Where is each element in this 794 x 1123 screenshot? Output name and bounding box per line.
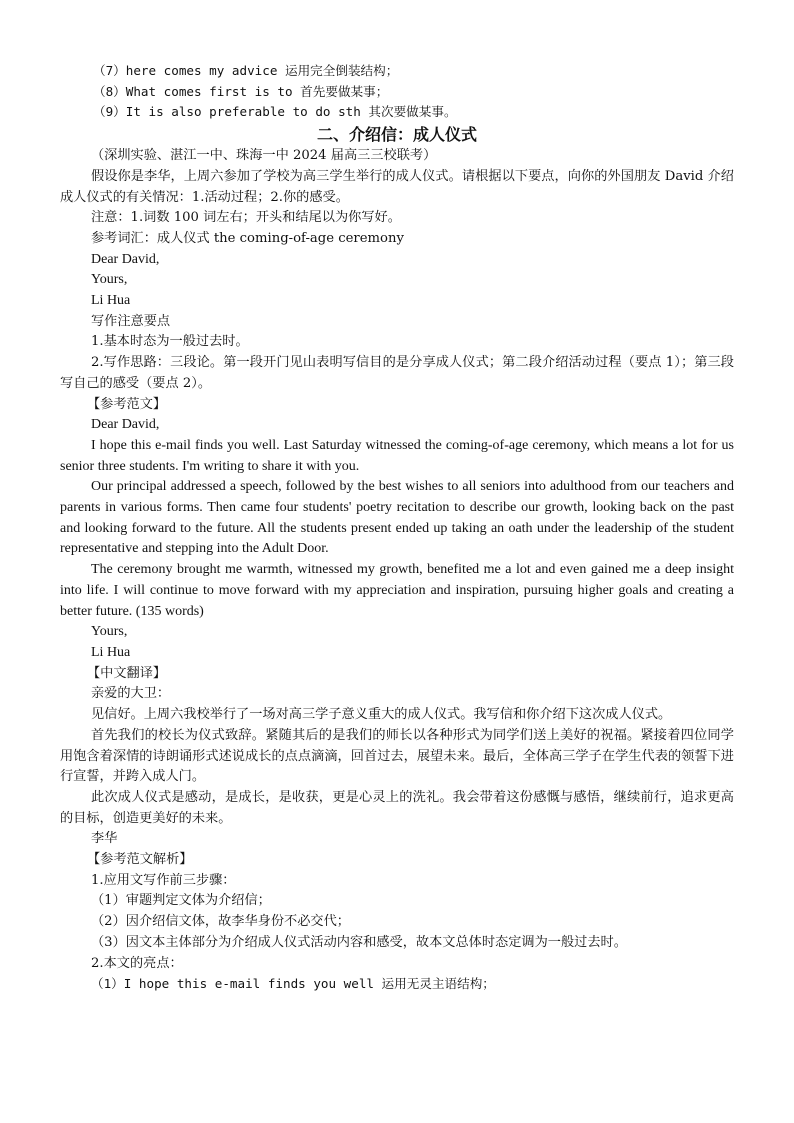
analysis-item: （2）因介绍信文体，故李华身份不必交代； [91,914,350,930]
translation-heading: 【中文翻译】 [87,665,167,681]
list-item: （9）It is also preferable to do sth 其次要做某事。 [93,104,457,120]
analysis-point: 2.本文的亮点： [91,955,183,971]
sample-closing: Yours, [91,624,128,640]
tip-item: 2.写作思路：三段论。第一段开门见山表明写信目的是分享成人仪式；第二段介绍活动过程（要点 1）；第三段写自己的感受（要点 2）。 [60,355,734,391]
section-title: 二、介绍信：成人仪式 [316,125,477,145]
analysis-item: （1）I hope this e-mail finds you well 运用无灵主语结构； [91,976,495,992]
translation-paragraph: 首先我们的校长为仪式致辞。紧随其后的是我们的师长以各种形式为同学们送上美好的祝福。紧接着四位同学用饱含着深情的诗朗诵形式述说成长的点点滴滴，回首过去，展望未来。最后，全体高三学子在学生代表的领誓下进行宣誓，并跨入成人门。 [60,727,734,785]
translation-paragraph: 见信好。上周六我校举行了一场对高三学子意义重大的成人仪式。我写信和你介绍下这次成人仪式。 [91,707,672,723]
sample-paragraph: I hope this e-mail finds you well. Last Saturday witnessed the coming-of-age ceremony, which means a lot for us senior three students. I'm writing to share it with you. [60,437,734,474]
list-item: （8）What comes first is to 首先要做某事； [93,83,389,99]
source-note: （深圳实验、湛江一中、珠海一中 2024 届高三三校联考） [91,148,437,164]
translation-greeting: 亲爱的大卫： [91,686,171,702]
task-prompt: 假设你是李华，上周六参加了学校为高三学生举行的成人仪式。请根据以下要点，向你的外国朋友 David 介绍成人仪式的有关情况：1.活动过程；2.你的感受。 [60,168,734,205]
sample-paragraph: Our principal addressed a speech, followed by the best wishes to all seniors into adulthood from our teachers and parents in various forms. Then came four students' poetry recitation to describe our growth, looking back on the past and looking forward to the future. All the students present ended up taking an oath under the leadership of the student representative and stepping into the Adult Door. [60,479,734,557]
list-item: （7）here comes my advice 运用完全倒装结构； [93,63,399,78]
tip-item: 1.基本时态为一般过去时。 [91,334,249,350]
document-page [60,61,734,995]
analysis-item: （1）审题判定文体为介绍信； [91,893,271,909]
analysis-heading: 【参考范文解析】 [87,852,193,868]
sample-heading: 【参考范文】 [87,396,167,412]
task-note: 注意：1.词数 100 词左右；开头和结尾以为你写好。 [91,210,401,226]
template-greeting: Dear David, [91,251,160,267]
sample-name: Li Hua [91,644,131,660]
tips-heading: 写作注意要点 [91,313,171,329]
template-closing: Yours, [91,272,128,288]
translation-name: 李华 [91,831,118,847]
vocab-note: 参考词汇：成人仪式 the coming-of-age ceremony [91,230,404,246]
analysis-item: （3）因文本主体部分为介绍成人仪式活动内容和感受，故本文总体时态定调为一般过去时。 [91,934,627,950]
sample-greeting: Dear David, [91,417,160,433]
sample-paragraph: The ceremony brought me warmth, witnessed my growth, benefited me a lot and even gained me a deep insight into life. I will continue to move forward with my appreciation and inspiration, pursuing higher goals and creating a better future. (135 words) [60,562,734,619]
template-name: Li Hua [91,293,131,309]
analysis-point: 1.应用文写作前三步骤： [91,872,236,888]
translation-paragraph: 此次成人仪式是感动，是成长，是收获，更是心灵上的洗礼。我会带着这份感慨与感悟，继续前行，追求更高的目标，创造更美好的未来。 [60,789,734,826]
